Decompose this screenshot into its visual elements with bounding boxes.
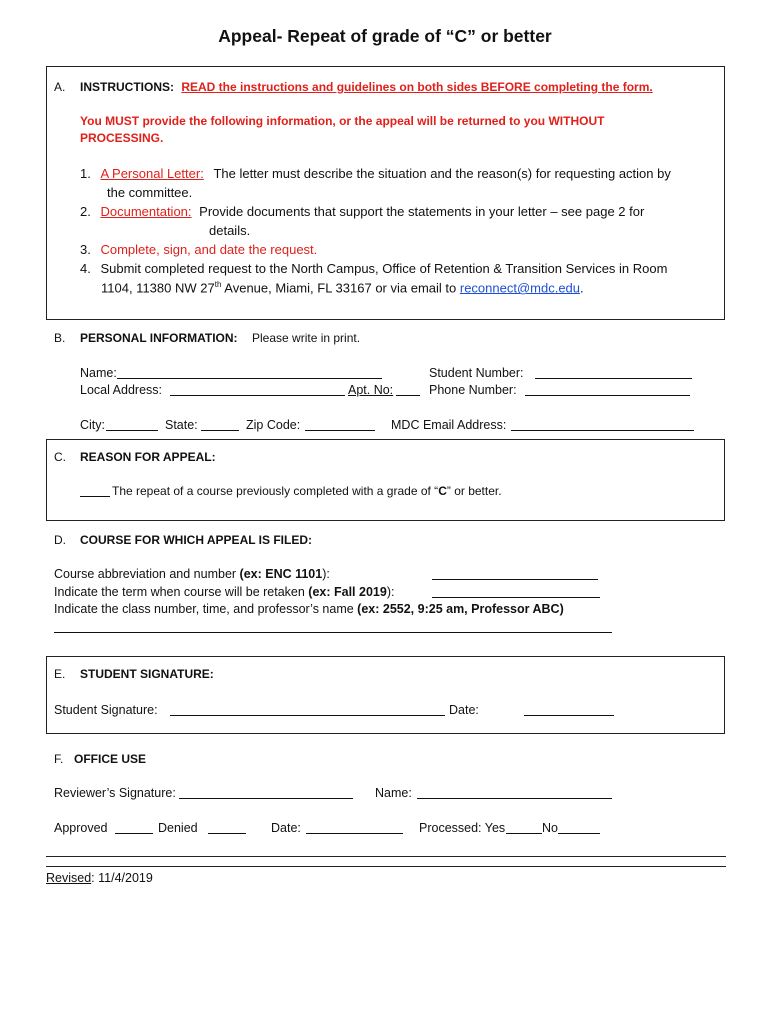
section-c-letter: C. xyxy=(54,450,66,464)
class-info-example: (ex: 2552, 9:25 am, Professor ABC) xyxy=(357,602,564,616)
apt-field[interactable] xyxy=(396,383,420,396)
phone-number-field[interactable] xyxy=(525,383,690,396)
signature-date-field[interactable] xyxy=(524,703,614,716)
footer-rule-top xyxy=(46,856,726,857)
student-signature-label: Student Signature: xyxy=(54,703,158,717)
reason-option xyxy=(112,484,502,498)
section-b-letter: B. xyxy=(54,331,66,345)
item-number: 1. xyxy=(80,166,91,181)
reason-heading: REASON FOR APPEAL: xyxy=(80,450,216,464)
name-label: Name: xyxy=(80,366,117,380)
reason-option-text: The repeat of a course previously completed with a grade of “ xyxy=(112,484,439,498)
mdc-email-label: MDC Email Address: xyxy=(391,418,507,432)
instruction-item-1-cont: the committee. xyxy=(107,185,193,200)
term-end: ): xyxy=(386,585,395,599)
course-heading: COURSE FOR WHICH APPEAL IS FILED: xyxy=(80,533,313,547)
apt-label: Apt. No: xyxy=(348,383,394,397)
local-address-label: Local Address: xyxy=(80,383,162,397)
term-field[interactable] xyxy=(432,585,600,598)
write-in-print-note: Please write in print. xyxy=(252,331,361,345)
revised-label: Revised xyxy=(46,871,92,885)
reason-checkbox-line[interactable] xyxy=(80,484,110,497)
mdc-email-field[interactable] xyxy=(511,418,694,431)
processed-no-field[interactable] xyxy=(558,821,600,834)
signature-heading: STUDENT SIGNATURE: xyxy=(80,667,214,681)
course-abbrev-field[interactable] xyxy=(432,567,598,580)
instruction-item-2-cont: details. xyxy=(209,223,251,238)
name-field[interactable] xyxy=(117,366,382,379)
section-d-letter: D. xyxy=(54,533,66,547)
student-number-field[interactable] xyxy=(535,366,692,379)
email-link[interactable]: reconnect@mdc.edu xyxy=(459,280,581,296)
city-field[interactable] xyxy=(106,418,158,431)
item-number: 4. xyxy=(80,261,91,276)
instructions-heading: INSTRUCTIONS: xyxy=(80,80,174,94)
footer-rule-bottom xyxy=(46,866,726,867)
section-f-letter: F. xyxy=(54,752,64,766)
instruction-item-4-cont xyxy=(101,280,584,295)
item-text: . xyxy=(580,280,584,296)
item-text: Submit completed request to the North Campus, Office of Retention & Transition Services in Room xyxy=(100,261,668,276)
course-abbrev-example: (ex: ENC 1101 xyxy=(239,567,323,581)
term-label: Indicate the term when course will be retaken xyxy=(54,585,309,599)
item-text: Avenue, Miami, FL 33167 or via email to xyxy=(221,280,460,296)
office-date-field[interactable] xyxy=(306,821,403,834)
denied-label: Denied xyxy=(158,821,198,835)
student-number-label: Student Number: xyxy=(429,366,524,380)
reviewer-signature-label: Reviewer’s Signature: xyxy=(54,786,176,800)
class-info-line xyxy=(54,602,564,616)
personal-letter-label: A Personal Letter: xyxy=(100,166,204,181)
item-number: 2. xyxy=(80,204,91,219)
state-field[interactable] xyxy=(201,418,239,431)
term-example: (ex: Fall 2019 xyxy=(308,585,387,599)
local-address-field[interactable] xyxy=(170,383,345,396)
class-info-field[interactable] xyxy=(54,620,612,633)
instruction-item-3 xyxy=(80,242,317,257)
reviewer-name-field[interactable] xyxy=(417,786,612,799)
reviewer-name-label: Name: xyxy=(375,786,412,800)
item-text: 1104, 11380 NW 27 xyxy=(101,280,215,296)
superscript: th xyxy=(214,280,222,289)
reason-option-text: ” or better. xyxy=(446,484,502,498)
signature-date-label: Date: xyxy=(449,703,479,717)
revised-date: : 11/4/2019 xyxy=(91,871,153,885)
section-a-letter: A. xyxy=(54,80,66,94)
item-text: Provide documents that support the statements in your letter – see page 2 for xyxy=(199,204,645,219)
city-label: City: xyxy=(80,418,105,432)
state-label: State: xyxy=(165,418,198,432)
phone-number-label: Phone Number: xyxy=(429,383,517,397)
processed-yes-label: Processed: Yes xyxy=(419,821,506,835)
course-abbrev-label: Course abbreviation and number xyxy=(54,567,240,581)
item-text: Complete, sign, and date the request. xyxy=(100,242,318,257)
revised-note xyxy=(46,871,153,885)
instructions-line xyxy=(80,80,653,94)
term-line xyxy=(54,585,394,599)
zip-field[interactable] xyxy=(305,418,375,431)
form-title: Appeal- Repeat of grade of “C” or better xyxy=(218,26,552,46)
read-note: READ the instructions and guidelines on both sides BEFORE completing the form. xyxy=(181,80,653,94)
instruction-item-4 xyxy=(80,261,667,276)
item-number: 3. xyxy=(80,242,91,257)
course-abbrev-line xyxy=(54,567,330,581)
student-signature-field[interactable] xyxy=(170,703,445,716)
approved-label: Approved xyxy=(54,821,108,835)
instruction-item-1 xyxy=(80,166,671,181)
must-note-line2: PROCESSING. xyxy=(80,131,164,145)
class-info-label: Indicate the class number, time, and professor’s name xyxy=(54,602,358,616)
approved-field[interactable] xyxy=(115,821,153,834)
processed-no-label: No xyxy=(542,821,558,835)
processed-yes-field[interactable] xyxy=(506,821,542,834)
personal-info-heading: PERSONAL INFORMATION: xyxy=(80,331,238,345)
section-e-letter: E. xyxy=(54,667,66,681)
office-date-label: Date: xyxy=(271,821,301,835)
grade-letter: C xyxy=(438,484,447,498)
must-note-line1: You MUST provide the following information, or the appeal will be returned to you WITHOUT xyxy=(80,114,605,128)
instruction-item-2 xyxy=(80,204,644,219)
zip-label: Zip Code: xyxy=(246,418,301,432)
item-text: The letter must describe the situation and the reason(s) for requesting action by xyxy=(213,166,671,181)
course-abbrev-end: ): xyxy=(322,567,330,581)
reviewer-signature-field[interactable] xyxy=(179,786,353,799)
denied-field[interactable] xyxy=(208,821,246,834)
office-use-heading: OFFICE USE xyxy=(74,752,147,766)
documentation-label: Documentation: xyxy=(100,204,192,219)
